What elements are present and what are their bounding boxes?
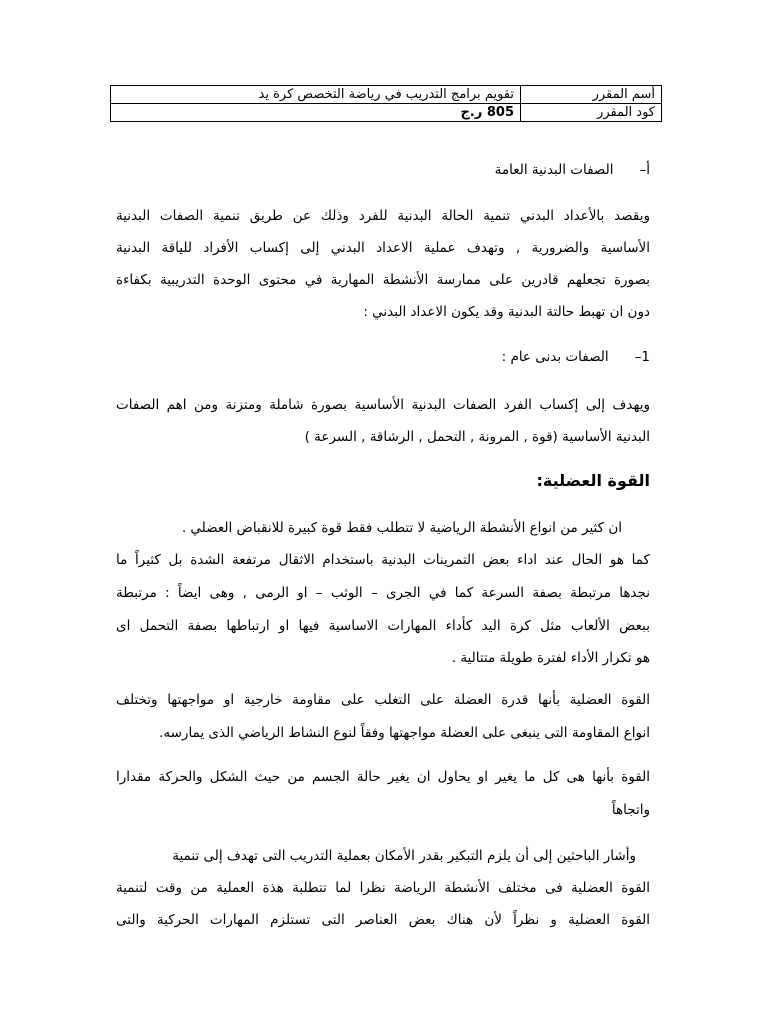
para2-line2: البدنية الأساسية (قوة , المرونة , التحمل , الرشاقة , السرعة ) — [304, 429, 650, 445]
item1-heading — [502, 347, 650, 367]
para6-line2: القوة العضلية فى مختلف الأنشطة الرياضة نظرا لما تتطلبة هذة العملية من وقت لتنمية — [116, 880, 650, 896]
course-name-label: أسم المقرر — [521, 86, 662, 104]
section-a-heading — [495, 160, 650, 180]
item1-marker: 1– — [634, 349, 650, 365]
para5-line2: واتجاهاً — [611, 802, 650, 818]
para3-line2: كما هو الحال عند اداء بعض التمرينات البدنية باستخدام الاثقال مرتفعة الشدة بل كثيراً ما — [116, 552, 650, 568]
para3-line3: نجدها مرتبطة بصفة السرعة كما في الجرى – الوثب – او الرمى , وهى ايضاً : مرتبطة — [116, 585, 650, 601]
section-a-title: الصفات البدنية العامة — [494, 162, 614, 178]
course-name-row — [111, 86, 662, 104]
para3-line4: ببعض الألعاب مثل كرة اليد كأداء المهارات الاساسية فيها او ارتباطها بصفة التحمل اى — [116, 618, 650, 634]
para1-line1: ويقصد بالأعداد البدني تنمية الحالة البدنية للفرد وذلك عن طريق تنمية الصفات البدنية — [116, 208, 650, 224]
para2-line1: ويهدف إلى إكساب الفرد الصفات البدنية الأساسية بصورة شاملة ومتزنة ومن اهم الصفات — [116, 397, 650, 413]
para6-line1: وأشار الباحثين إلى أن يلزم التبكير بقدر الأمكان بعملية التدريب التى تهدف إلى تنمية — [172, 848, 636, 864]
item1-title: الصفات بدنى عام : — [501, 349, 609, 365]
course-name-value: تقويم برامج التدريب في رياضة التخصص كرة يد — [111, 86, 521, 104]
course-code-value: 805 ر.ج — [111, 104, 521, 122]
course-info-table — [110, 85, 662, 122]
para1-line4: دون ان تهبط حالتة البدنية وقد يكون الاعداد البدني : — [363, 304, 650, 320]
para3-line1: ان كثير من انواع الأنشطة الرياضية لا تتطلب فقط قوة كبيرة للانقباض العضلي . — [181, 520, 622, 536]
para1-line2: الأساسية والضرورية , وتهدف عملية الاعداد البدني إلى إكساب الأفراد للياقة البدنية — [116, 240, 650, 256]
para4-line1: القوة العضلية بأنها قدرة العضلة على التغلب على مقاومة خارجية او مواجهتها وتختلف — [116, 692, 650, 708]
course-code-row — [111, 104, 662, 122]
section-a-marker: أ– — [639, 162, 650, 178]
strength-heading: القوة العضلية: — [536, 471, 650, 490]
para3-line5: هو تكرار الأداء لفترة طويلة متتالية . — [451, 650, 650, 666]
course-code-label: كود المقرر — [521, 104, 662, 122]
para5-line1: القوة بأنها هى كل ما يغير او يحاول ان يغير حالة الجسم من حيث الشكل والحركة مقدارا — [116, 769, 650, 785]
para6-line3: القوة العضلية و نظراً لأن هناك بعض العناصر التى تستلزم المهارات الحركية والتى — [116, 912, 650, 928]
para4-line2: انواع المقاومة التى ينبغى على العضلة مواجهتها وفقاً لنوع النشاط الرياضي الذى يمارسه. — [159, 725, 650, 741]
para1-line3: بصورة تجعلهم قادرين على ممارسة الأنشطة المهارية في محتوى الوحدة التدريبية بكفاءة — [116, 272, 650, 288]
